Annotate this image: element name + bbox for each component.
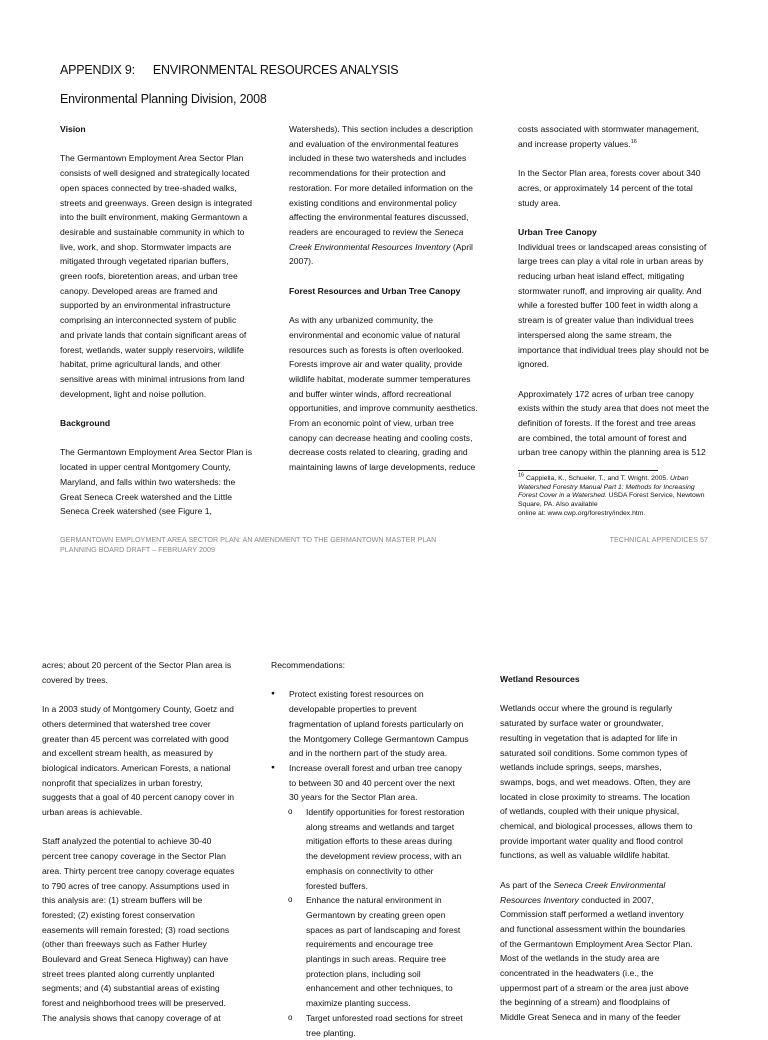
text-line: emphasis on connectivity to other — [306, 865, 434, 876]
footer-page-number: TECHNICAL APPENDICES 57 — [609, 535, 708, 544]
text-line: Commission staff performed a wetland inventory — [500, 909, 684, 920]
canopy-acres-paragraph — [518, 387, 733, 461]
text-line: urban tree canopy within the planning area is 512 — [518, 447, 706, 458]
forest-heading: Forest Resources and Urban Tree Canopy — [289, 285, 461, 296]
text-line: located in close proximity to streams. The location — [500, 791, 690, 802]
text-line: resources such as forests is often overlooked. — [289, 344, 464, 355]
text-line: Approximately 172 acres of urban tree canopy — [518, 388, 694, 399]
text-line: plantings in such areas. Require tree — [306, 954, 446, 965]
text-line: environmental and economic value of natural — [289, 329, 461, 340]
text-line: decrease costs related to clearing, grading and — [289, 447, 468, 458]
text-line: to between 30 and 40 percent over the next — [289, 777, 455, 788]
column-1 — [60, 122, 270, 534]
page-bottom — [0, 650, 768, 1038]
list-item — [271, 761, 486, 805]
text-line: study area. — [518, 197, 561, 208]
text-line: acres, or approximately 14 percent of the total — [518, 182, 693, 193]
footnote: $^{16}$ Cappiella, K., Schueler, T., and T. Wright. 2005. Urban Watershed Forestry Manual Part 1: Methods for Increasing Forest Cover in a Watershed. USDA Forest Service, Newtown Square, PA. Also available online at: www.cwp.org/forestry/index.htm. — [518, 472, 705, 517]
text-line: fragmentation of upland forests particularly on — [289, 718, 464, 729]
text-line: forested; (2) existing forest conservation — [42, 909, 195, 920]
text-line: sensitive areas with minimal intrusions from land — [60, 373, 245, 384]
footer-draft: PLANNING BOARD DRAFT – FEBRUARY 2009 — [60, 544, 215, 554]
text-line: opportunities, and improve community aesthetics. — [289, 403, 478, 414]
text-line: saturated by surface water or groundwater, — [500, 718, 664, 729]
text-line: requirements and encourage tree — [306, 939, 434, 950]
text-line: streets and greenways. Green design is integrated — [60, 197, 253, 208]
text-line: The analysis shows that canopy coverage of at — [42, 1012, 221, 1023]
text-line: Great Seneca Creek watershed and the Little — [60, 491, 232, 502]
text-line: acres; about 20 percent of the Sector Plan area is — [42, 660, 232, 670]
text-line: urban areas is achievable. — [42, 807, 143, 818]
text-line: Watersheds). This section includes a description — [289, 124, 473, 134]
text-line: development, light and noise pollution. — [60, 388, 207, 399]
list-subitem — [271, 805, 486, 893]
text-line: functions, as well as valuable wildlife habitat. — [500, 850, 671, 861]
text-line: wetlands include springs, seeps, marshes, — [500, 762, 662, 773]
staff-analysis-paragraph — [42, 834, 252, 1025]
text-line: percent tree canopy coverage in the Sector Plan — [42, 851, 226, 862]
text-line: along streams and wetlands and target — [306, 821, 455, 832]
text-line: supported by an environmental infrastructure — [60, 300, 231, 311]
text-line: importance that individual trees play should not be — [518, 344, 710, 355]
column-3 — [518, 122, 733, 518]
list-subitem — [271, 893, 486, 1011]
text-line: to 790 acres of tree canopy. Assumptions used in — [42, 880, 230, 891]
urban-tree-canopy-heading: Urban Tree Canopy — [518, 226, 597, 237]
text-line: habitat, prime agricultural lands, and other — [60, 359, 221, 370]
text-line: provide important water quality and flood control — [500, 835, 683, 846]
text-line: o Target unforested road sections for street — [306, 1012, 463, 1023]
text-line: Maryland, and falls within two watersheds: the — [60, 476, 236, 487]
text-line: consists of well designed and strategically located — [60, 168, 250, 179]
text-line: recommendations for their protection and — [289, 168, 446, 179]
text-line: uppermost part of a stream or the area just above — [500, 982, 689, 993]
text-line: From an economic point of view, urban tree — [289, 418, 454, 429]
text-line: greater than 45 percent was correlated with good — [42, 733, 229, 744]
text-line: forested buffers. — [306, 880, 368, 891]
text-line: and functional assessment within the boundaries — [500, 923, 686, 934]
text-line: affecting the environmental features discussed, — [289, 212, 469, 223]
text-line: definition of forests. If the forest and tree areas — [518, 418, 696, 429]
text-line: easements will remain forested; (3) road sections — [42, 924, 230, 935]
text-line: Seneca Creek watershed (see Figure 1, — [60, 506, 212, 517]
text-line: reducing urban heat island effect, mitigating — [518, 271, 685, 281]
acres-paragraph — [42, 658, 252, 687]
text-line: Germantown by creating green open — [306, 909, 446, 920]
text-line: desirable and sustainable community in which to — [60, 226, 245, 237]
text-line: ● Protect existing forest resources on — [289, 689, 424, 700]
text-line: stream is of greater value than individual trees — [518, 315, 694, 326]
text-line: 30 years for the Sector Plan area. — [289, 792, 418, 803]
text-line: Individual trees or landscaped areas consisting of — [518, 241, 707, 252]
column-2 — [271, 658, 486, 1040]
text-line: ignored. — [518, 359, 550, 370]
text-line: the development review process, with an — [306, 851, 462, 862]
footnote-ref: 16 — [630, 138, 637, 145]
text-line: into the built environment, making Germantown a — [60, 212, 248, 223]
text-line: The Germantown Employment Area Sector Plan is — [60, 447, 253, 458]
text-line: protection plans, including soil — [306, 968, 421, 979]
text-line: The Germantown Employment Area Sector Plan — [60, 153, 244, 164]
appendix-number: APPENDIX 9: — [60, 63, 135, 77]
text-line: and buffer winter winds, afford recreational — [289, 388, 452, 399]
text-line: of the Germantown Employment Area Sector Plan. — [500, 938, 693, 949]
list-subitem — [271, 1011, 486, 1040]
text-line: large trees can play a vital role in urban areas by — [518, 256, 704, 267]
text-line: are combined, the total amount of forest and — [518, 432, 687, 443]
text-line: resulting in vegetation that is adapted for life in — [500, 732, 678, 743]
text-line: green roofs, bioretention areas, and urban tree — [60, 271, 238, 282]
text-line: maintaining lawns of large developments, reduce — [289, 462, 476, 473]
text-line: As with any urbanized community, the — [289, 315, 434, 326]
text-line: biological indicators. American Forests, a national — [42, 762, 231, 773]
text-line: and in the northern part of the study area. — [289, 748, 448, 759]
urban-canopy-paragraph — [518, 240, 733, 372]
text-line: Most of the wetlands in the study area are — [500, 953, 660, 964]
forest-cover-paragraph — [518, 166, 733, 210]
division-subtitle: Environmental Planning Division, 2008 — [60, 92, 267, 106]
text-line: and private lands that contain significant areas of — [60, 329, 247, 340]
appendix-name: ENVIRONMENTAL RESOURCES ANALYSIS — [152, 63, 399, 77]
text-line: Wetlands occur where the ground is regularly — [500, 703, 673, 714]
text-line: spaces as part of landscaping and forest — [306, 924, 461, 935]
text-line: live, work, and shop. Stormwater impacts are — [60, 241, 232, 252]
text-line: and excellent stream health, as measured by — [42, 748, 214, 759]
text-line: ● Increase overall forest and urban tree canopy — [289, 762, 462, 773]
column-2 — [289, 122, 501, 490]
text-line: restoration. For more detailed information on the — [289, 182, 473, 193]
text-line: suggests that a goal of 40 percent canopy cover in — [42, 792, 235, 803]
text-line: and evaluation of the environmental features — [289, 138, 459, 149]
text-line: Forests improve air and water quality, provide — [289, 359, 463, 370]
goetz-study-paragraph — [42, 702, 252, 820]
text-line: the beginning of a stream) and floodplains of — [500, 997, 670, 1008]
text-line: Middle Great Seneca and in many of the feeder — [500, 1012, 681, 1023]
text-line: open spaces connected by tree-shaded walks, — [60, 182, 237, 193]
text-line: saturated soil conditions. Some common types of — [500, 747, 688, 758]
text-line: comprising an interconnected system of public — [60, 315, 237, 326]
text-line: developable properties to prevent — [289, 704, 417, 715]
text-line: exists within the study area that does not meet the — [518, 403, 710, 414]
vision-heading: Vision — [60, 124, 86, 134]
text-line: In the Sector Plan area, forests cover about 340 — [518, 168, 701, 179]
text-line: o Enhance the natural environment in — [306, 895, 442, 906]
text-line: others determined that watershed tree cover — [42, 718, 211, 729]
column-1 — [42, 658, 252, 1040]
text-line: mitigation efforts to these areas during — [306, 836, 453, 847]
text-line: mitigated through vegetated riparian buffers, — [60, 256, 229, 267]
footer-plan-title: GERMANTOWN EMPLOYMENT AREA SECTOR PLAN: AN AMENDMENT TO THE GERMANTOWN MASTER PLAN — [60, 535, 437, 544]
column-3 — [500, 672, 715, 1040]
vision-paragraph — [60, 151, 270, 401]
text-line: stormwater runoff, and improving air quality. And — [518, 285, 702, 296]
text-line: forest and neighborhood trees will be preserved. — [42, 998, 226, 1009]
recommendations-list — [271, 687, 486, 1040]
background-heading: Background — [60, 418, 111, 429]
text-line: street trees planted along currently unplanted — [42, 968, 215, 979]
footnote-divider — [518, 470, 658, 471]
text-line: segments; and (4) substantial areas of existing — [42, 983, 220, 994]
text-line: Boulevard and Great Seneca Highway) can have — [42, 954, 229, 965]
appendix-title — [60, 63, 398, 77]
text-line: o Identify opportunities for forest restoration — [306, 807, 465, 818]
forest-paragraph — [289, 313, 501, 475]
text-line: (other than freeways such as Father Hurley — [42, 939, 207, 950]
watersheds-paragraph: Watersheds). This section includes a description and evaluation of the environmental features included in these two watersheds and includes recommendations for their protection and restoration. For more detailed information on the existing conditions and environmental policy affecting the environmental features discussed, readers are encouraged to review the Seneca Creek Environmental Resources Inventory (April 2007). — [289, 122, 501, 269]
text-line: while a forested buffer 100 feet in width along a — [518, 300, 698, 311]
page-footer — [60, 535, 708, 554]
list-item — [271, 687, 486, 761]
wetland-paragraph — [500, 701, 715, 863]
text-line: maximize planting success. — [306, 998, 411, 1009]
stormwater-paragraph: costs associated with stormwater management, and increase property values.$^{16}$ — [518, 124, 700, 149]
text-line: forest, wetlands, water supply reservoirs, wildlife — [60, 344, 244, 355]
text-line: chemical, and biological processes, allows them to — [500, 821, 693, 832]
text-line: the Montgomery College Germantown Campus — [289, 733, 469, 744]
text-line: this analysis are: (1) stream buffers will be — [42, 895, 203, 906]
text-line: interspersed along the same stream, the — [518, 329, 672, 340]
text-line: In a 2003 study of Montgomery County, Goetz and — [42, 704, 234, 715]
text-line: of wetlands, coupled with their unique physical, — [500, 806, 680, 817]
text-line: wildlife habitat, moderate summer temperatures — [289, 373, 471, 384]
wetland-heading: Wetland Resources — [500, 674, 580, 684]
text-line: located in upper central Montgomery County, — [60, 462, 231, 473]
text-line: covered by trees. — [42, 674, 108, 685]
text-line: concentrated in the headwaters (i.e., the — [500, 968, 654, 979]
text-line: swamps, bogs, and wet meadows. Often, they are — [500, 776, 691, 787]
text-line: enhancement and other techniques, to — [306, 983, 453, 994]
text-line: existing conditions and environmental policy — [289, 197, 457, 208]
text-line: canopy can decrease heating and cooling costs, — [289, 432, 473, 443]
inventory-paragraph: As part of the Seneca Creek Environmental Resources Inventory conducted in 2007, Commission staff performed a wetland inventory and functional assessment within the boundaries of the Germantown Employment Area Sector Plan. Most of the wetlands in the study area are concentrated in the headwaters (i.e., the uppermost part of a stream or the area just above the beginning of a stream) and floodplains of Middle Great Seneca and in many of the feeder — [500, 878, 715, 1025]
text-line: canopy. Developed areas are framed and — [60, 285, 218, 296]
text-line: nonprofit that specializes in urban forestry, — [42, 777, 203, 788]
text-line: Staff analyzed the potential to achieve 30-40 — [42, 836, 212, 847]
background-paragraph — [60, 445, 270, 519]
text-line: included in these two watersheds and includes — [289, 153, 467, 164]
text-line: area. Thirty percent tree canopy coverage equates — [42, 865, 235, 876]
text-line: tree planting. — [306, 1027, 356, 1038]
recommendations-heading: Recommendations: — [271, 660, 346, 670]
